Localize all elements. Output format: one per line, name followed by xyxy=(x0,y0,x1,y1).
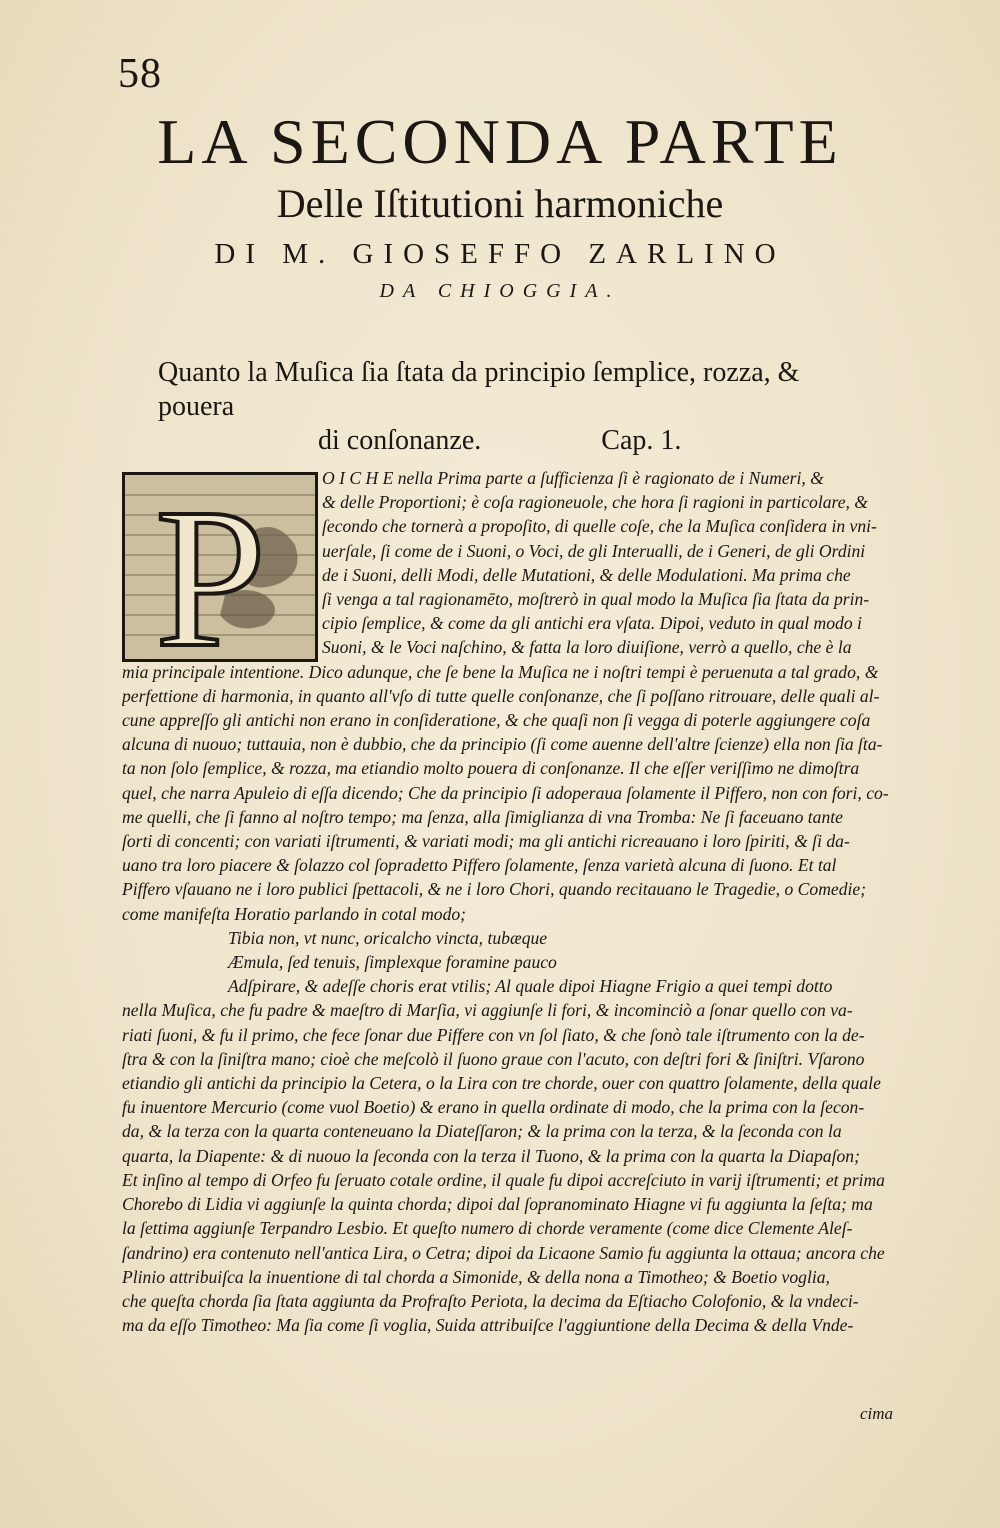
body-line: O I C H E nella Prima parte a ſufficienza ſi è ragionato de i Numeri, & xyxy=(322,468,824,488)
body-line: ſorti di concenti; con variati iſtrumenti, & variati modi; ma gli antichi ricreauano i loro ſpiriti, & ſi da- xyxy=(122,831,850,852)
body-line: uano tra loro piacere & ſolazzo col ſopradetto Piffero ſolamente, ſenza varietà alcuna di ſuono. Et tal xyxy=(122,855,837,876)
body-line: come manifeſta Horatio parlando in cotal modo; xyxy=(122,903,467,924)
svg-text:P: P xyxy=(155,475,267,659)
body-line: la ſettima aggiunſe Terpandro Lesbio. Et queſto numero di chorde veramente (come dice Clemente Aleſ- xyxy=(122,1218,853,1239)
body-line: ma da eſſo Timotheo: Ma ſia come ſi voglia, Suida attribuiſce l'aggiuntione della Decima & della Vnde- xyxy=(122,1315,854,1336)
body-line: ta non ſolo ſemplice, & rozza, ma etiandio molto pouera di conſonanze. Il che eſſer veriſſimo ne dimoſtra xyxy=(122,758,860,779)
body-line: mia principale intentione. Dico adunque, che ſe bene la Muſica ne i noſtri tempi è peruenuta a tal grado, & xyxy=(122,661,879,682)
body-line: ſandrino) era contenuto nell'antica Lira, o Cetra; dipoi da Licaone Samio fu aggiunta la ottaua; ancora che xyxy=(122,1242,885,1263)
page-number: 58 xyxy=(118,51,162,97)
body-line: da, & la terza con la quarta conteneuano la Diateſſaron; & la prima con la terza, & la ſeconda con la xyxy=(122,1121,842,1142)
body-line: Suoni, & le Voci naſchino, & fatta la loro diuiſione, verrò a quello, che è la xyxy=(322,637,852,658)
body-line: ſecondo che tornerà a propoſito, di quelle coſe, che la Muſica conſidera in vni- xyxy=(322,516,877,537)
body-line: de i Suoni, delli Modi, delle Mutationi, & delle Modulationi. Ma prima che xyxy=(322,564,851,585)
body-line: & delle Proportioni; è coſa ragioneuole, che hora ſi ragioni in particolare, & xyxy=(322,492,868,513)
verse-line: Tibia non, vt nunc, oricalcho vincta, tubæque xyxy=(228,927,548,948)
body-line: Piffero vſauano ne i loro publici ſpettacoli, & ne i loro Chori, quando recitauano le Tragedie, o Comedie; xyxy=(122,879,867,900)
body-line: quel, che narra Apuleio di eſſa dicendo; Che da principio ſi adoperaua ſolamente il Piffero, non con fori, co- xyxy=(122,782,889,803)
body-line: cipio ſemplice, & come da gli antichi era vſata. Dipoi, veduto in qual modo i xyxy=(322,613,862,634)
catchword: cima xyxy=(860,1404,894,1423)
body-line: cune appreſſo gli antichi non erano in conſideratione, & che quaſi non ſi vegga di poterle aggiungere coſa xyxy=(122,710,871,731)
body-text xyxy=(122,466,906,1337)
body-line: etiandio gli antichi da principio la Cetera, o la Lira con tre chorde, ouer con quattro ſolamente, della quale xyxy=(122,1073,881,1094)
verse-line: Adſpirare, & adeſſe choris erat vtilis; Al quale dipoi Hiagne Frigio a quei tempi dotto xyxy=(228,976,833,997)
body-line: alcuna di nuouo; tuttauia, non è dubbio, che da principio (ſi come auenne dell'altre ſcienze) ella non ſia ſta- xyxy=(122,734,883,755)
author-line: DI M. GIOSEFFO ZARLINO xyxy=(214,238,786,270)
body-line: Et inſino al tempo di Orfeo fu ſeruato cotale ordine, il quale fu dipoi accreſciuto in varij iſtrumenti; et prima xyxy=(122,1169,885,1190)
chapter-title-line1: Quanto la Muſica ſia ſtata da principio ſemplice, rozza, & pouera xyxy=(158,357,800,422)
body-line: Chorebo di Lidia vi aggiunſe la quinta chorda; dipoi dal ſopranominato Hiagne vi fu aggiunta la ſeſta; ma xyxy=(122,1194,873,1215)
body-line: uerſale, ſi come de i Suoni, o Voci, de gli Interualli, de i Generi, de gli Ordini xyxy=(322,540,866,561)
body-line: fu inuentore Mercurio (come vuol Boetio) & erano in quella ordinate di modo, che la prima con la ſecon- xyxy=(122,1097,865,1118)
body-line: perfettione di harmonia, in quanto all'vſo di tutte quelle conſonanze, che ſi poſſano ritrouare, delle quali al- xyxy=(122,685,880,706)
body-line: nella Muſica, che fu padre & maeſtro di Marſia, vi aggiunſe li fori, & incominciò a ſonar quello con va- xyxy=(122,1000,853,1021)
body-line: che queſta chorda ſia ſtata aggiunta da Profraſto Periota, la decima da Eſtiacho Colofonio, & la vndeci- xyxy=(122,1290,859,1311)
chapter-heading xyxy=(158,356,878,458)
body-line: ſtra & con la ſiniſtra mano; cioè che meſcolò il ſuono graue con l'acuto, con deſtri fori & ſiniſtri. Vſarono xyxy=(122,1048,865,1069)
body-line: ſi venga a tal ragionamēto, moſtrerò in qual modo la Muſica ſia ſtata da prin- xyxy=(322,589,870,610)
sub-title: Delle Iſtitutioni harmoniche xyxy=(276,181,724,226)
body-line: me quelli, che ſi fanno al noſtro tempo; ma ſenza, alla ſimiglianza di vna Tromba: Ne ſi faceuano tante xyxy=(122,806,843,827)
origin-line: DA CHIOGGIA. xyxy=(379,280,621,302)
chapter-title-line2: di conſonanze. xyxy=(318,425,482,456)
body-line: quarta, la Diapente: & di nuouo la ſeconda con la terza il Tuono, & la prima con la quarta la Diapaſon; xyxy=(122,1145,860,1166)
chapter-number: Cap. 1. xyxy=(601,425,682,456)
body-line: Plinio attribuiſca la inuentione di tal chorda a Simonide, & della nona a Timotheo; & Boetio voglia, xyxy=(122,1266,830,1287)
verse-line: Æmula, ſed tenuis, ſimplexque foramine pauco xyxy=(228,952,557,973)
chapter-title-line2-wrap xyxy=(158,424,878,458)
body-line: riati ſuoni, & fu il primo, che fece ſonar due Piffere con vn ſol ſiato, & che ſonò tale iſtrumento con la de- xyxy=(122,1024,865,1045)
main-title: LA SECONDA PARTE xyxy=(157,106,843,177)
